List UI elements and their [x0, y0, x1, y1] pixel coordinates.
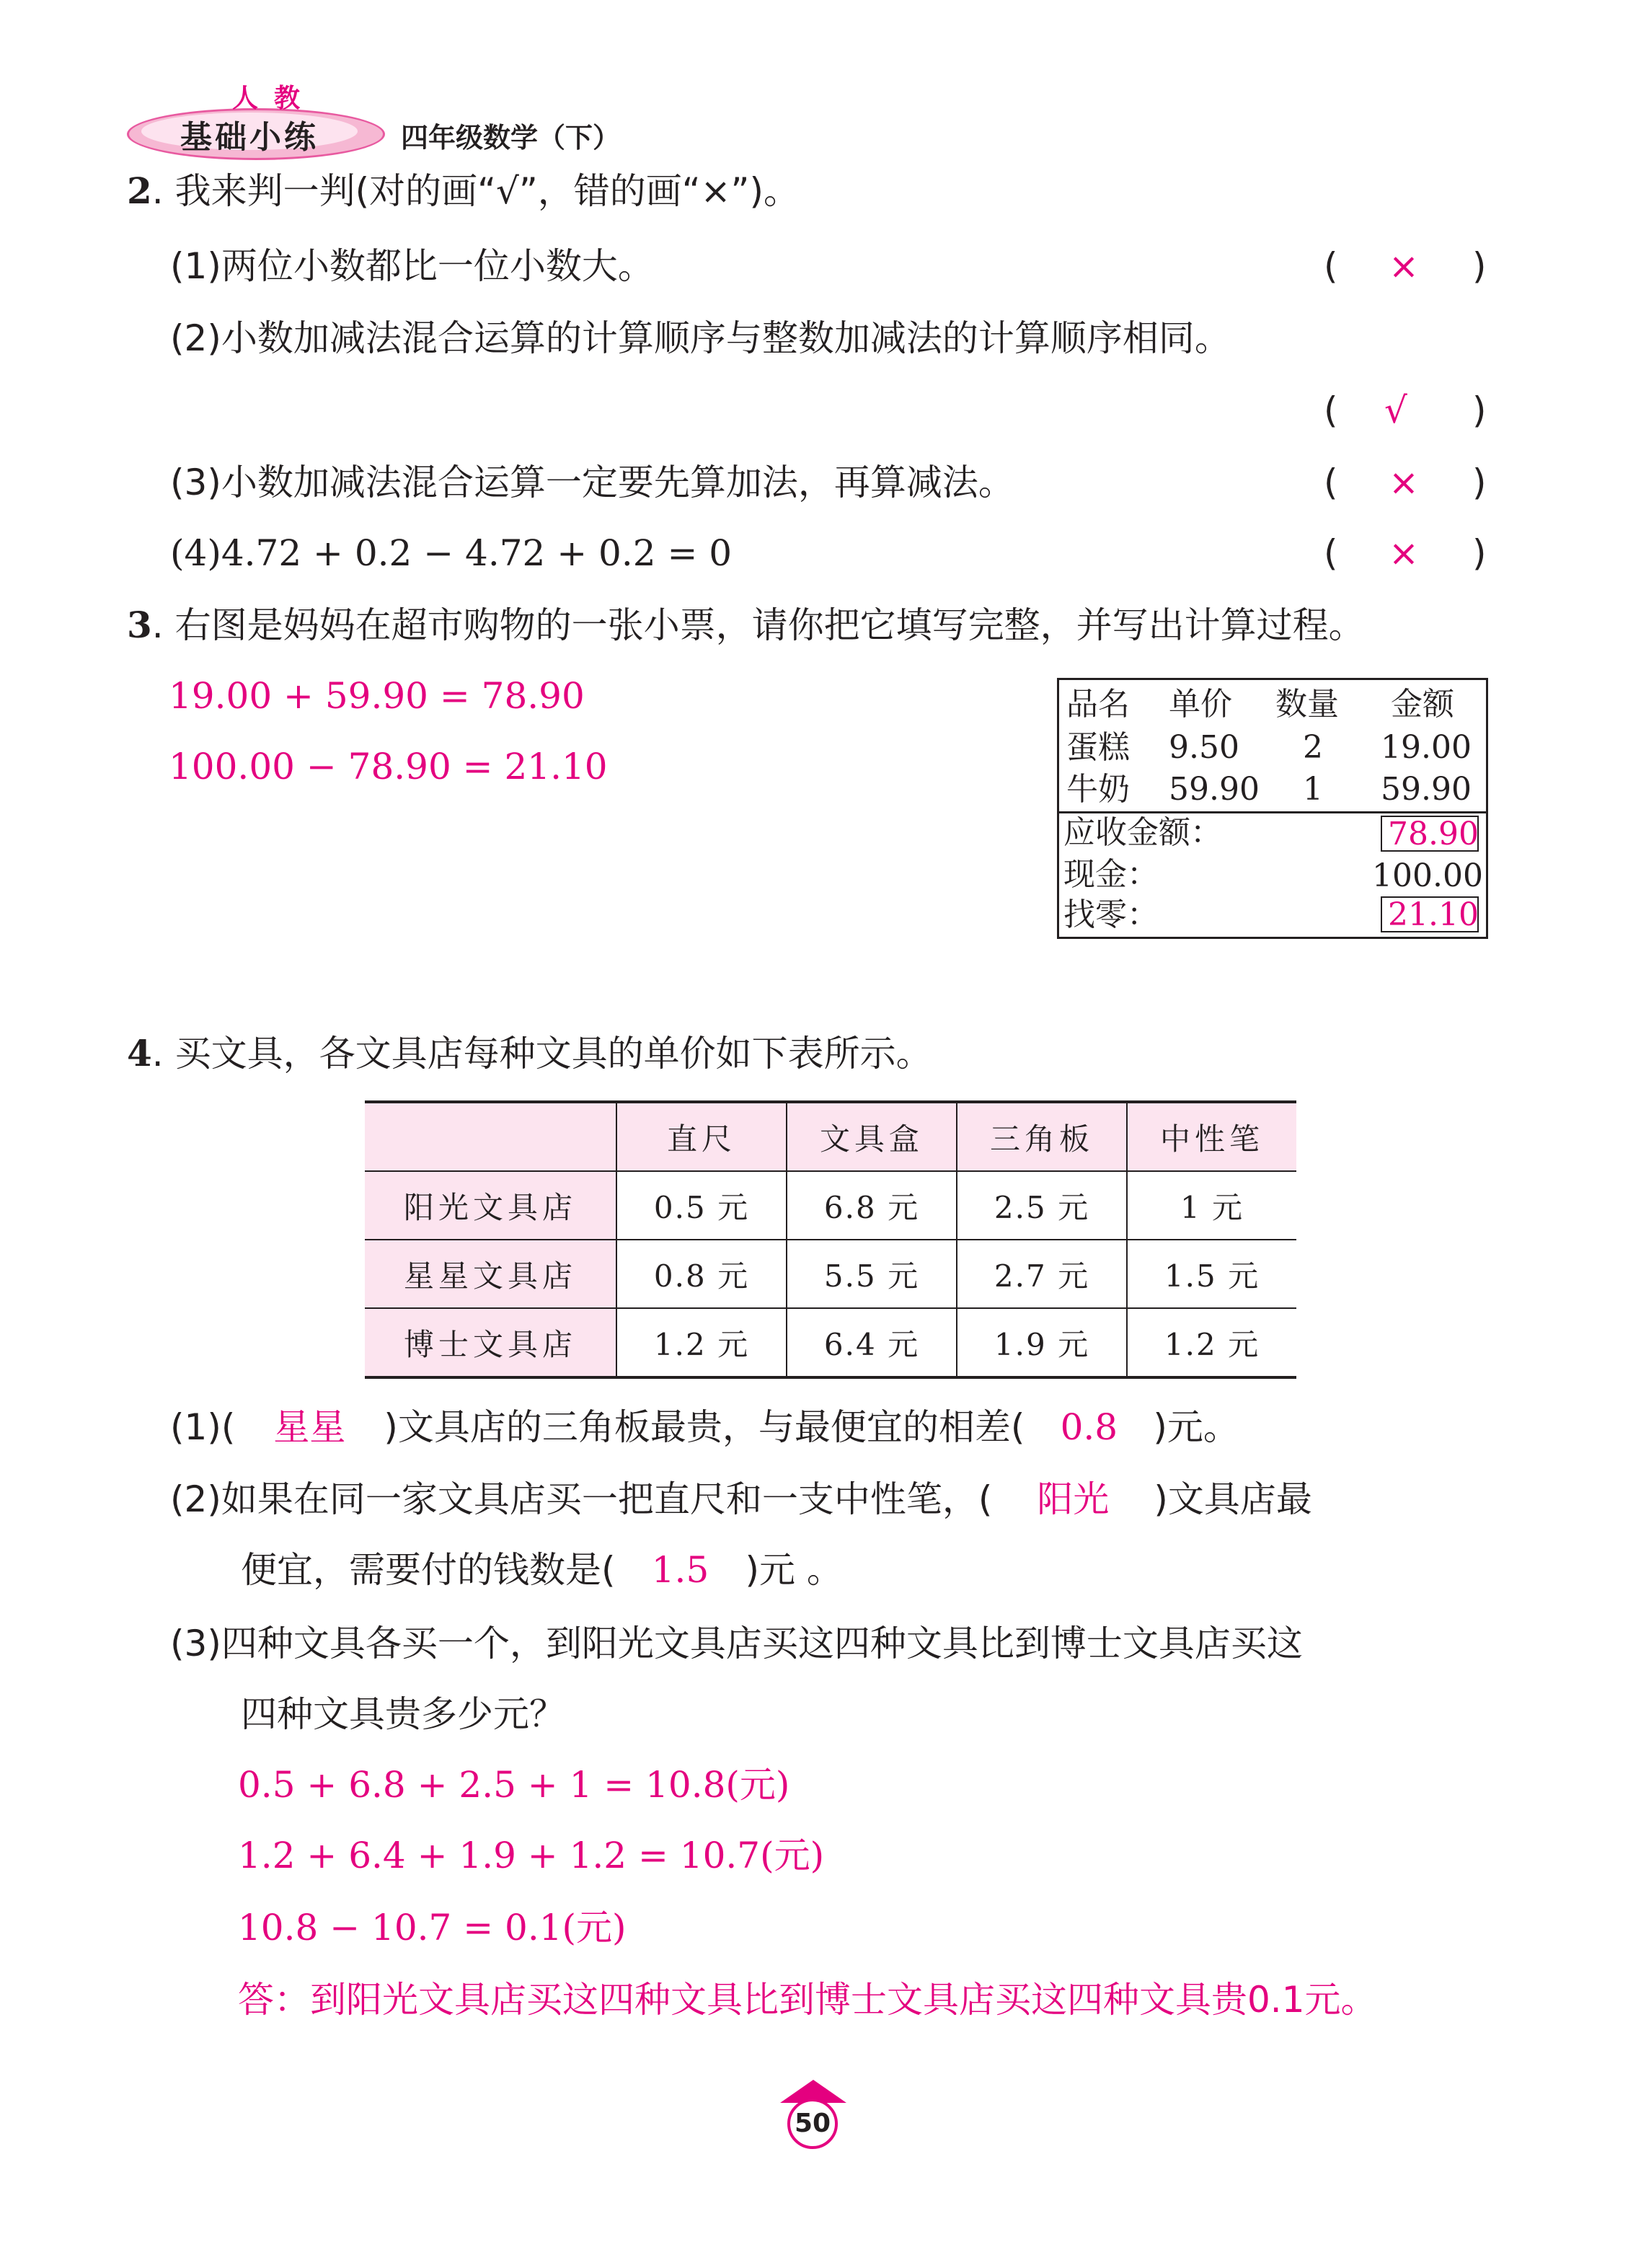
price-cell: 1.9 元 — [957, 1308, 1127, 1377]
price-table-header-row — [365, 1102, 1296, 1171]
price-cell: 0.5 元 — [616, 1171, 787, 1240]
price-cell: 1.2 元 — [616, 1308, 787, 1377]
q2-item-4: (4)4.72 + 0.2 − 4.72 + 0.2 = 0 — [170, 532, 733, 574]
receipt-item-qty: 1 — [1303, 771, 1323, 808]
q4-sub3-answer: 答：到阳光文具店买这四种文具比到博士文具店买这四种文具贵0.1元。 — [238, 1979, 1377, 2021]
column-header: 中性笔 — [1127, 1102, 1296, 1171]
q4-sub1-answer-store: 星星 — [273, 1406, 346, 1448]
q4-sub3-line1: (3)四种文具各买一个，到阳光文具店买这四种文具比到博士文具店买这 — [170, 1623, 1303, 1664]
receipt-cash-value: 100.00 — [1372, 857, 1483, 894]
q3-title: 3. 右图是妈妈在超市购物的一张小票，请你把它填写完整，并写出计算过程。 — [127, 604, 1365, 646]
q2-paren-close-2: ) — [1472, 389, 1487, 431]
q4-sub3-work-3: 10.8 − 10.7 = 0.1(元) — [238, 1907, 627, 1949]
receipt-divider — [1059, 811, 1486, 813]
page-number: 50 — [787, 2099, 838, 2149]
q2-answer-1: × — [1389, 245, 1419, 287]
q2-paren-close-4: ) — [1472, 532, 1487, 574]
q4-sub1-answer-diff: 0.8 — [1060, 1406, 1118, 1448]
receipt-item-price: 9.50 — [1169, 729, 1239, 766]
logo-publisher: 人教 — [232, 84, 317, 113]
price-cell: 2.7 元 — [957, 1240, 1127, 1308]
price-cell: 6.4 元 — [787, 1308, 957, 1377]
q4-sub2-line1: (2)如果在同一家文具店买一把直尺和一支中性笔，( 阳光 )文具店最 — [170, 1478, 1312, 1520]
q2-paren-close-3: ) — [1472, 462, 1487, 503]
price-cell: 1 元 — [1127, 1171, 1296, 1240]
price-table — [365, 1100, 1296, 1379]
q2-title: 2. 我来判一判(对的画“√”，错的画“×”)。 — [127, 169, 800, 212]
q2-paren-close-1: ) — [1472, 245, 1487, 287]
shopping-receipt — [1057, 678, 1488, 939]
q2-paren-open-3: ( — [1324, 462, 1338, 503]
receipt-cash-label: 现金： — [1063, 856, 1159, 893]
table-row — [365, 1171, 1296, 1240]
q2-answer-4: × — [1389, 532, 1419, 574]
q4-sub1: (1)( 星星 )文具店的三角板最贵，与最便宜的相差( 0.8 )元。 — [170, 1406, 1239, 1448]
receipt-item-name: 牛奶 — [1066, 771, 1130, 808]
receipt-header-qty: 数量 — [1275, 686, 1339, 723]
q4-sub2-answer-store: 阳光 — [1037, 1478, 1110, 1520]
q3-work-2: 100.00 − 78.90 = 21.10 — [169, 746, 608, 787]
store-name: 博士文具店 — [365, 1308, 616, 1377]
store-name: 阳光文具店 — [365, 1171, 616, 1240]
q2-paren-open-4: ( — [1324, 532, 1338, 574]
receipt-header-amount: 金额 — [1391, 686, 1454, 723]
column-header: 文具盒 — [787, 1102, 957, 1171]
price-cell: 1.2 元 — [1127, 1308, 1296, 1377]
price-table-corner — [365, 1102, 616, 1171]
receipt-header-name: 品名 — [1066, 686, 1130, 723]
q4-sub3-work-1: 0.5 + 6.8 + 2.5 + 1 = 10.8(元) — [238, 1764, 790, 1806]
receipt-item-qty: 2 — [1303, 729, 1323, 766]
q2-item-2: (2)小数加减法混合运算的计算顺序与整数加减法的计算顺序相同。 — [170, 317, 1231, 359]
table-row — [365, 1240, 1296, 1308]
receipt-change-value: 21.10 — [1388, 896, 1479, 933]
receipt-item-amount: 19.00 — [1381, 729, 1472, 766]
q2-paren-open-1: ( — [1324, 245, 1338, 287]
q2-item-1: (1)两位小数都比一位小数大。 — [170, 245, 654, 287]
receipt-item-amount: 59.90 — [1381, 771, 1472, 808]
column-header: 直尺 — [616, 1102, 787, 1171]
receipt-item-name: 蛋糕 — [1066, 729, 1130, 766]
column-header: 三角板 — [957, 1102, 1127, 1171]
price-cell: 2.5 元 — [957, 1171, 1127, 1240]
receipt-change-label: 找零： — [1063, 896, 1159, 933]
q4-title: 4. 买文具，各文具店每种文具的单价如下表所示。 — [127, 1032, 932, 1075]
table-row — [365, 1308, 1296, 1377]
q2-item-3: (3)小数加减法混合运算一定要先算加法，再算减法。 — [170, 462, 1014, 503]
q4-sub2-line2: 便宜，需要付的钱数是( 1.5 )元 。 — [241, 1549, 843, 1591]
book-subtitle: 四年级数学（下） — [401, 122, 621, 154]
price-cell: 0.8 元 — [616, 1240, 787, 1308]
q2-paren-open-2: ( — [1324, 389, 1338, 431]
price-cell: 6.8 元 — [787, 1171, 957, 1240]
q4-sub3-work-2: 1.2 + 6.4 + 1.9 + 1.2 = 10.7(元) — [238, 1835, 825, 1876]
receipt-due-value: 78.90 — [1388, 816, 1479, 852]
store-name: 星星文具店 — [365, 1240, 616, 1308]
receipt-header-price: 单价 — [1169, 686, 1232, 723]
q4-sub2-answer-cost: 1.5 — [651, 1549, 709, 1591]
q3-work-1: 19.00 + 59.90 = 78.90 — [169, 675, 585, 717]
q2-answer-2: √ — [1384, 389, 1407, 431]
logo-title: 基础小练 — [180, 119, 319, 156]
price-cell: 5.5 元 — [787, 1240, 957, 1308]
receipt-item-price: 59.90 — [1169, 771, 1260, 808]
receipt-due-label: 应收金额： — [1063, 814, 1222, 851]
q4-sub3-line2: 四种文具贵多少元？ — [241, 1693, 565, 1735]
q2-answer-3: × — [1389, 462, 1419, 503]
price-cell: 1.5 元 — [1127, 1240, 1296, 1308]
